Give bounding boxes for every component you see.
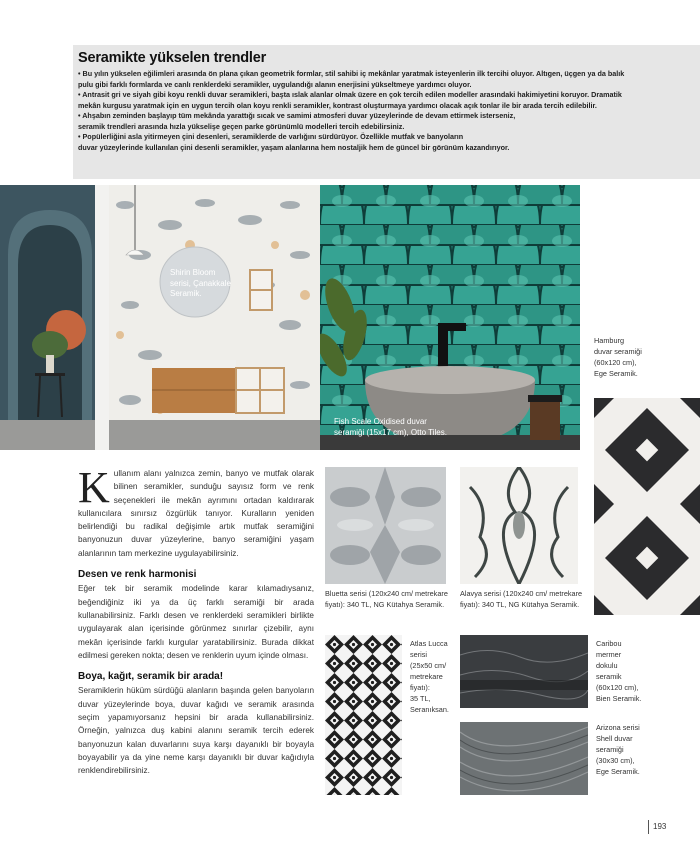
caribou-caption [596,638,641,704]
section-heading-desen: Desen ve renk harmonisi [78,569,197,581]
arizona-shell [460,722,588,795]
section-heading-boya: Boya, kağıt, seramik bir arada! [78,671,224,683]
caption-line: Atlas Lucca [410,639,448,648]
hamburg-pattern [594,398,700,615]
fish-scale-caption [334,417,447,438]
caption-line: duvar seramiği [594,347,642,356]
alavya-caption [460,588,582,610]
trend-line: seramik trendleri arasında hızla yükselişe geçen parke görünümlü modelleri tercih edebilirsiniz. [78,121,405,131]
caption-line: dokulu [596,661,618,670]
caption-line: serisi [410,650,428,659]
caption-line: seramiği (15x17 cm), Otto Tiles. [334,427,447,437]
trend-text [78,69,698,153]
caption-line: fiyatı): 340 TL, NG Kütahya Seramik. [325,600,445,609]
hamburg-caption [594,335,642,379]
alavya-tile [460,467,578,584]
arizona-caption [596,722,640,777]
intro-paragraph [78,463,314,560]
page-number-divider [648,820,649,834]
caption-line: (60x120 cm), [594,358,637,367]
trend-line: duvar yüzeylerinde kullanılan çini desenli seramikler, yaşam alanlarına hem nostaljik hem de güncel bir görünüm kazandırıyor. [78,142,510,152]
caption-line: Ege Seramik. [594,369,638,378]
caption-line: 35 TL, [410,694,431,703]
intro-text: ullanım alanı yalnızca zemin, banyo ve mutfak olarak bilinen seramikler, sunduğu sayısız form ve renk seçenekleri ile mekân ayrımını ortadan kaldırarak kullanıcılara sınırsız özgürlük tanıyor. Kuralların yeniden belirlendiği bu radikal değişimle artık mutfak seramiğini banyonuzun duvar yüzeylerine, banyo seramiğini yaşam alanlarının tam merkezine uygulayabilirsiniz. [78,469,314,558]
caption-line: Seranıksan. [410,705,449,714]
caption-line: fiyatı): [410,683,430,692]
arizona-tile [460,722,588,795]
trend-line: • Bu yılın yükselen eğilimleri arasında ön plana çıkan geometrik formlar, stil sahibi iç mekânlar yaratmak isteyenlerin ilk tercihi oluyor. Altıgen, üçgen ya da balık [78,69,625,78]
bluetta-marble [325,467,446,584]
caribou-marble [460,635,588,708]
trend-line: • Popülerliğini asla yitirmeyen çini desenleri, seramiklerde de varlığını sürdürüyor. Özellikle mutfak ve banyoların [78,132,464,141]
drop-cap: K [78,463,110,512]
caption-line: Shell duvar [596,734,633,743]
caribou-tile [460,635,588,708]
bluetta-tile [325,467,446,584]
caption-line: mermer [596,650,622,659]
atlas-lucca-tile [325,635,402,795]
atlas-caption [410,638,449,715]
shirin-caption [170,268,231,300]
bathroom-photo [0,185,320,450]
trend-line: pulu gibi farklı formlarda ve canlı renklerdeki seramikler, uygulandığı alanın enerjisini yükseltmeye yardımcı oluyor. [78,79,472,89]
caption-line: Alavya serisi (120x240 cm/ metrekare [460,589,583,598]
caption-line: (25x50 cm/ [410,661,447,670]
caption-line: Fish Scale Oxidised duvar [334,417,427,426]
caption-line: Bien Seramik. [596,694,642,703]
caption-line: seramiği [596,745,624,754]
bluetta-caption [325,588,448,610]
caption-line: Seramik. [170,289,202,298]
fish-scale-photo [320,185,580,450]
caption-line: fiyatı): 340 TL, NG Kütahya Seramik. [460,600,580,609]
caption-line: Bluetta serisi (120x240 cm/ metrekare [325,589,448,598]
trend-line: mekân kurgusu yaratmak için en uygun tercih olan koyu renkli seramikler, kontrast oluşturmaya yardımcı olacak açık tonlar ile bir arada tercih edilebilir. [78,100,597,110]
trend-line: • Antrasit gri ve siyah gibi koyu renkli duvar seramikleri, başta ıslak alanlar olmak üzere en çok tercih edilen modeller arasındaki hakimiyetini koruyor. Dramatik [78,90,622,99]
trend-line: • Ahşabın zeminden başlayıp tüm mekânda yarattığı sıcak ve samimi atmosferi duvar yüzeylerinde de devam ettirmek isterseniz, [78,111,516,120]
caption-line: Ege Seramik. [596,767,640,776]
paragraph-boya: Seramiklerin hüküm sürdüğü alanların başında gelen banyoların duvar yüzeylerinde boya, duvar kağıdı ve seramik arasında seçim yapamıyorsanız hepsini bir arada kullanabilirsiniz. Örneğin, yalnızca duş kabini alanını seramik tercih ederek banyonuzun kalan duvarlarını suya karşı dayanıklı bir boyayla boyayabilir ya da yine neme karşı dayanıklı bir duvar kağıdıyla renklendirebilirsiniz. [78,686,314,776]
paragraph-desen: Eğer tek bir seramik modelinde karar kılamadıysanız, beğendiğiniz iki ya da üç farklı seramiği bir arada kullanabilirsiniz. Farklı desen ve renklerdeki seramikleri birlikte uygulayarak alan içerisinde görünmez sınırlar çizebilir, aynı mekân içerisinde farklı kurgular yaratabilirsiniz. Burada dikkat edilmesi gereken nokta; desen ve renklerin uyum içinde olması. [78,584,314,660]
atlas-lucca-pattern [325,635,402,795]
bathroom-illustration [0,185,320,450]
caption-line: seramik [596,672,622,681]
article-body [78,463,314,778]
trend-title: Seramikte yükselen trendler [78,50,267,66]
alavya-marble [460,467,578,584]
caption-line: metrekare [410,672,443,681]
page-number: 193 [653,822,667,831]
fish-scale-illustration [320,185,580,450]
caption-line: serisi, Çanakkale [170,278,231,288]
caption-line: Arizona serisi [596,723,640,732]
caption-line: Caribou [596,639,622,648]
caption-line: (30x30 cm), [596,756,635,765]
caption-line: Hamburg [594,336,625,345]
caption-line: (60x120 cm), [596,683,639,692]
caption-line: Shirin Bloom [170,268,216,277]
hamburg-tile [594,398,700,615]
